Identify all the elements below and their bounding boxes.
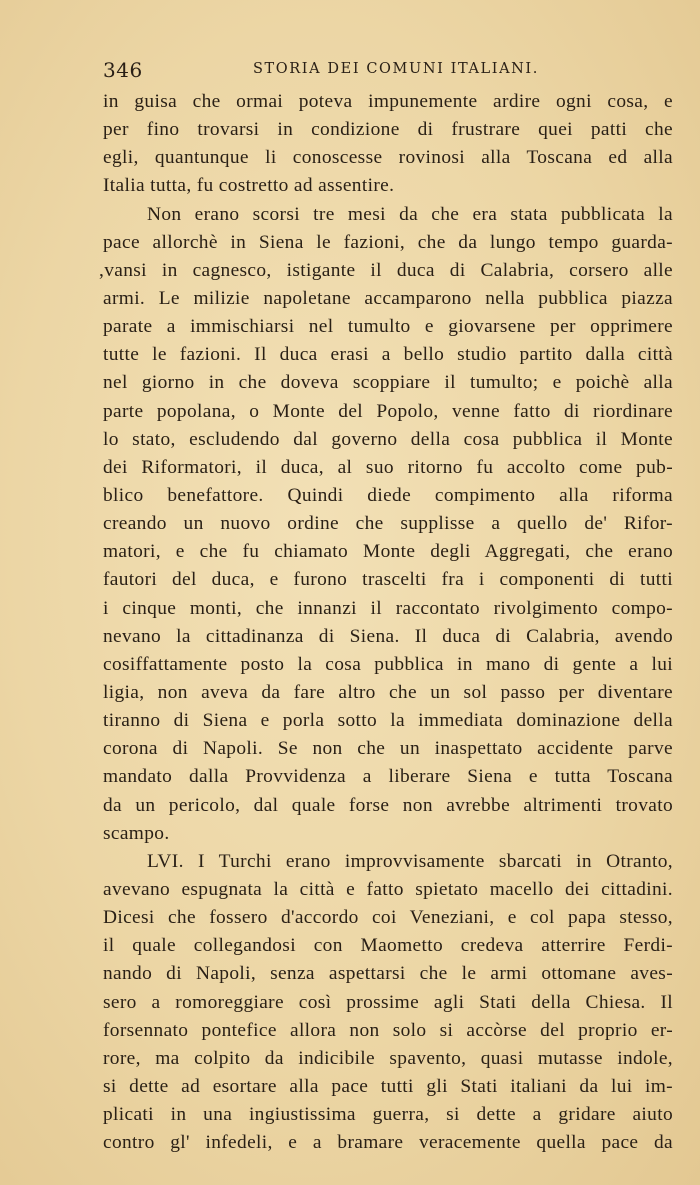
text-line: da un pericolo, dal quale forse non avrebbe altrimenti trovato [103, 794, 673, 816]
text-line: lo stato, escludendo dal governo della cosa pubblica il Monte [103, 428, 673, 450]
text-line: armi. Le milizie napoletane accamparono nella pubblica piazza [103, 287, 673, 309]
text-line: i cinque monti, che innanzi il raccontato rivolgimento compo- [103, 597, 673, 619]
text-line: parte popolana, o Monte del Popolo, venne fatto di riordinare [103, 400, 673, 422]
running-title: STORIA DEI COMUNI ITALIANI. [253, 61, 539, 77]
text-line: plicati in una ingiustissima guerra, si dette a gridare aiuto [103, 1104, 673, 1126]
text-line: sero a romoreggiare così prossime agli Stati della Chiesa. Il [103, 991, 673, 1013]
text-line: tiranno di Siena e porla sotto la immediata dominazione della [103, 710, 673, 732]
text-line: creando un nuovo ordine che supplisse a quello de' Rifor- [103, 513, 673, 535]
text-line: matori, e che fu chiamato Monte degli Aggregati, che erano [103, 541, 673, 563]
text-line: fautori del duca, e furono trascelti fra i componenti di tutti [103, 569, 673, 591]
text-line: dei Riformatori, il duca, al suo ritorno fu accolto come pub- [103, 456, 673, 478]
text-line: ,vansi in cagnesco, istigante il duca di Calabria, corsero alle [99, 259, 673, 281]
text-line: rore, ma colpito da indicibile spavento, quasi mutasse indole, [103, 1047, 673, 1069]
text-line: ligia, non aveva da fare altro che un sol passo per diventare [103, 681, 673, 703]
text-line: blico benefattore. Quindi diede compimento alla riforma [103, 484, 673, 506]
text-line: contro gl' infedeli, e a bramare veracemente quella pace da [103, 1132, 673, 1154]
text-line: si dette ad esortare alla pace tutti gli Stati italiani da lui im- [103, 1075, 673, 1097]
text-line: nevano la cittadinanza di Siena. Il duca di Calabria, avendo [103, 625, 673, 647]
text-line: avevano espugnata la città e fatto spietato macello dei cittadini. [103, 878, 673, 900]
text-line: tutte le fazioni. Il duca erasi a bello studio partito dalla città [103, 344, 673, 366]
text-line: mandato dalla Provvidenza a liberare Siena e tutta Toscana [103, 766, 673, 788]
text-line: Non erano scorsi tre mesi da che era stata pubblicata la [147, 203, 673, 225]
text-line: pace allorchè in Siena le fazioni, che da lungo tempo guarda- [103, 231, 673, 253]
text-line: nando di Napoli, senza aspettarsi che le armi ottomane aves- [103, 963, 673, 985]
text-line: forsennato pontefice allora non solo si accòrse del proprio er- [103, 1019, 673, 1041]
text-line: Dicesi che fossero d'accordo coi Veneziani, e col papa stesso, [103, 907, 673, 929]
text-line: il quale collegandosi con Maometto credeva atterrire Ferdi- [103, 935, 673, 957]
text-line: cosiffattamente posto la cosa pubblica in mano di gente a lui [103, 653, 673, 675]
text-line: per fino trovarsi in condizione di frustrare quei patti che [103, 119, 673, 141]
page-number: 346 [103, 58, 143, 82]
text-line: corona di Napoli. Se non che un inaspettato accidente parve [103, 738, 673, 760]
body-text [99, 88, 673, 1157]
text-line: LVI. I Turchi erano improvvisamente sbarcati in Otranto, [147, 850, 673, 872]
text-line: nel giorno in che doveva scoppiare il tumulto; e poichè alla [103, 372, 673, 394]
text-line: Italia tutta, fu costretto ad assentire. [103, 175, 395, 197]
page-header [103, 58, 673, 84]
text-line: egli, quantunque li conoscesse rovinosi alla Toscana ed alla [103, 147, 673, 169]
text-line: scampo. [103, 822, 170, 844]
text-line: parate a immischiarsi nel tumulto e giovarsene per opprimere [103, 316, 673, 338]
text-line: in guisa che ormai poteva impunemente ardire ogni cosa, e [103, 91, 673, 112]
